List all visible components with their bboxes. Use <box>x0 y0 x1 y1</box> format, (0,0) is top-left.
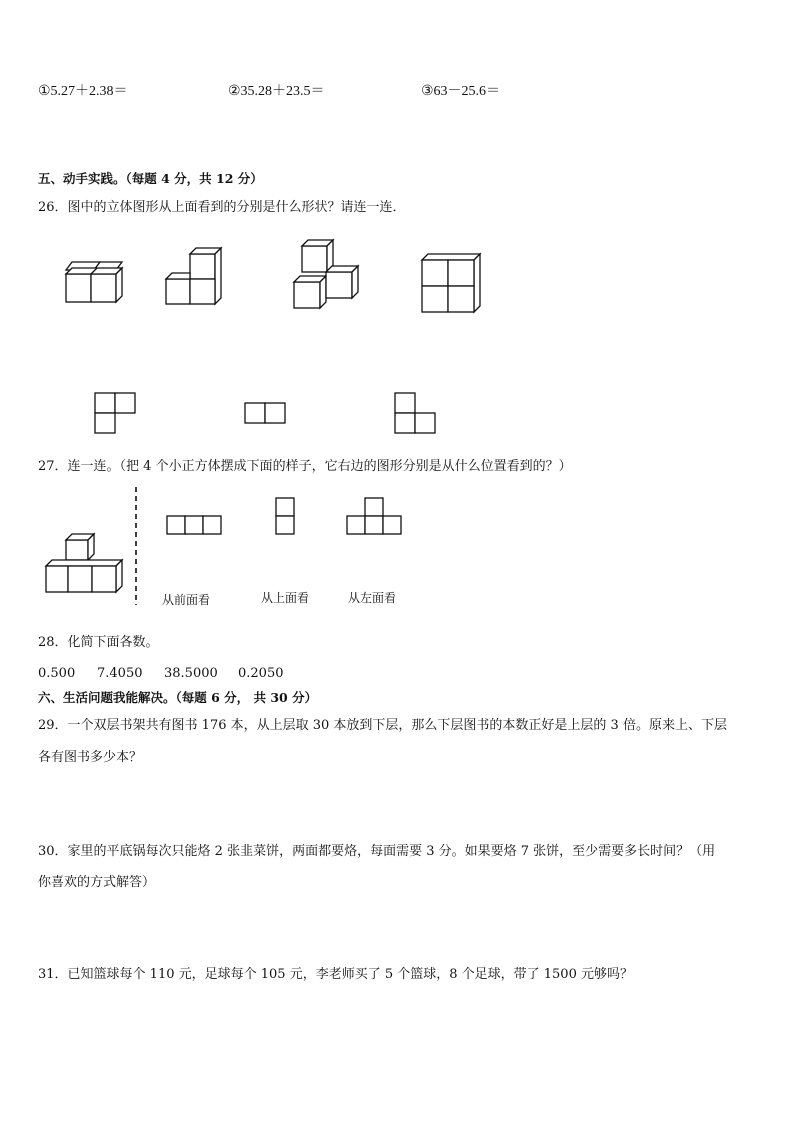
top-view-two-squares <box>244 402 286 424</box>
solid-figure-3 <box>290 238 362 310</box>
caption-front-view: 从前面看 <box>162 593 211 607</box>
solid-figure-1 <box>60 258 130 306</box>
top-view-corner-shape <box>394 392 436 434</box>
caption-top-view: 从上面看 <box>261 591 310 605</box>
number-2: 7.4050 <box>97 666 143 681</box>
cube-stack-figure <box>40 528 126 596</box>
solid-figure-2 <box>162 244 228 308</box>
question-30-line-1: 30．家里的平底锅每次只能烙 2 张韭菜饼，两面都要烙，每面需要 3 分。如果要烙 7 张饼，至少需要多长时间？（用 <box>38 844 716 859</box>
view-two-stacked <box>275 497 295 535</box>
caption-left-view: 从左面看 <box>348 591 397 605</box>
number-3: 38.5000 <box>164 666 218 681</box>
calc-item-1: ①5.27＋2.38＝ <box>38 84 128 99</box>
view-three-in-row <box>166 515 222 535</box>
number-4: 0.2050 <box>238 666 284 681</box>
dashed-divider <box>133 486 139 606</box>
question-29-line-2: 各有图书多少本？ <box>38 750 143 765</box>
question-27: 27．连一连。（把 4 个小正方体摆成下面的样子，它右边的图形分别是从什么位置看到的？） <box>38 459 572 474</box>
number-1: 0.500 <box>38 666 76 681</box>
question-29-line-1: 29．一个双层书架共有图书 176 本，从上层取 30 本放到下层，那么下层图书的本数正好是上层的 3 倍。原来上、下层 <box>38 718 727 733</box>
question-31: 31．已知篮球每个 110 元，足球每个 105 元，李老师买了 5 个篮球，8 个足球，带了 1500 元够吗？ <box>38 967 633 982</box>
section6-heading: 六、生活问题我能解决。（每题 6 分， 共 30 分） <box>38 690 318 705</box>
question-26: 26．图中的立体图形从上面看到的分别是什么形状？请连一连． <box>38 200 406 215</box>
calc-item-3: ③63－25.6＝ <box>421 84 501 99</box>
question-30-line-2: 你喜欢的方式解答） <box>38 875 156 890</box>
top-view-l-shape <box>94 392 136 434</box>
view-t-shape <box>346 497 402 535</box>
section5-heading: 五、动手实践。（每题 4 分，共 12 分） <box>38 171 263 186</box>
solid-figure-4 <box>418 250 484 316</box>
question-28: 28．化简下面各数。 <box>38 635 159 650</box>
calc-item-2: ②35.28＋23.5＝ <box>228 84 325 99</box>
